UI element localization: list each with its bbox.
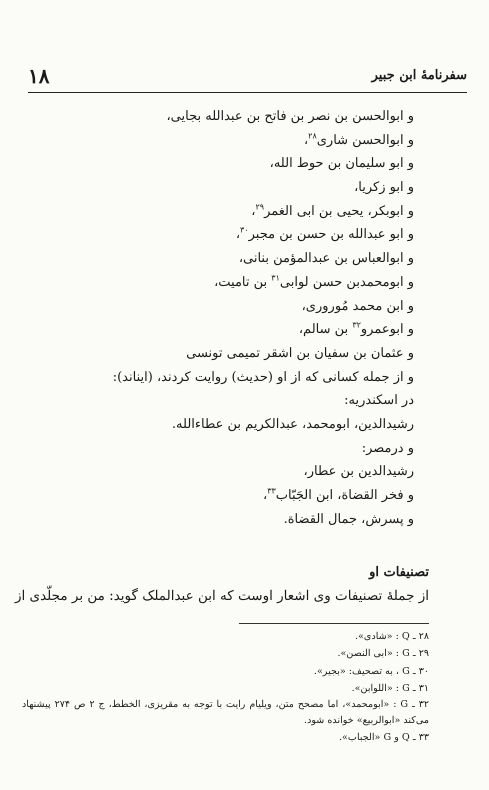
list-item: و عثمان بن سفیان بن اشقر تمیمی تونسی — [186, 345, 414, 361]
footnote-mark: ۳۱ — [271, 273, 280, 283]
footnote: ۳۰ ـ G ، به تصحیف: «بجیر». — [313, 665, 429, 677]
footnote-mark: ۳۲ — [352, 320, 361, 330]
list-item: و فخر القضاة، ابن الجَبّاب$^{۳۳}$، — [263, 486, 414, 503]
footnote: ۳۳ ـ Q و G «الجباب». — [339, 732, 429, 744]
list-item: و ابوالحسن بن نصر بن فاتح بن عبدالله بجایی، — [166, 109, 414, 124]
footnote-mark: ۳۰ — [240, 226, 249, 236]
list-item: و ابومحمدبن حسن لوابی$^{۳۱}$ بن تامیت، — [214, 273, 414, 290]
list-item: و ابوبکر، یحیی بن ابی الغمر$^{۲۹}$، — [251, 202, 414, 219]
list-item: و ابن محمد مُوروری، — [301, 298, 414, 314]
list-item: رشیدالدین، ابومحمد، عبدالکریم بن عطاءالله. — [171, 416, 414, 432]
list-item: و ابو عبدالله بن حسن بن مجبر$^{۳۰}$، — [235, 226, 414, 243]
footnotes — [22, 628, 429, 746]
footnote-mark: ۲۸ — [308, 131, 317, 141]
section-heading: تصنیفات او — [369, 565, 429, 580]
list-item: و پسرش، جمال القضاة. — [283, 511, 414, 527]
list-item: و ابو سلیمان بن حوط الله، — [269, 156, 414, 172]
footnote-mark: ۳۳ — [267, 486, 276, 496]
list-item: و درمصر: — [361, 440, 414, 456]
page-number: ۱۸ — [28, 64, 50, 88]
list-item: رشیدالدین بن عطار، — [303, 464, 414, 480]
running-header — [28, 66, 467, 88]
footnote: ۲۹ ـ G : «ابی النصن». — [337, 648, 429, 660]
header-rule — [28, 92, 467, 93]
footnote: ۲۸ ـ Q : «شادی». — [355, 631, 429, 642]
body-paragraph: از جملهٔ تصنیفات وی اشعار اوست که ابن عبدالملک گوید: من بر مجلّدی از — [14, 588, 429, 604]
footnote: ۳۲ ـ G : «ابومحمد»، اما مصحح متن، ویلیام رایت با توجه به مقریزی، الخطط، ج ۲ ص ۲۷۴ پیشنهاد می‌کند «ابوالربیع» خوانده شود. — [22, 699, 430, 727]
footnote-mark: ۲۹ — [255, 202, 265, 212]
list-item: و ابوالحسن شاری$^{۲۸}$، — [303, 131, 414, 148]
narrative-list — [69, 105, 414, 531]
list-item: در اسکندریه: — [344, 393, 414, 409]
footnote: ۳۱ ـ G : «اللوابن». — [351, 682, 429, 694]
list-item: و ابوعمرو$^{۳۲}$ بن سالم، — [298, 320, 414, 338]
running-title: سفرنامهٔ ابن جبیر — [371, 68, 467, 83]
list-item: و ابو زکریا، — [354, 180, 414, 196]
list-item: و از جمله کسانی که از او (حدیث) روایت کردند، (ایناند): — [112, 369, 414, 385]
footnote-rule — [239, 623, 429, 624]
list-item: و ابوالعباس بن عبدالمؤمن بنانی، — [238, 251, 414, 267]
